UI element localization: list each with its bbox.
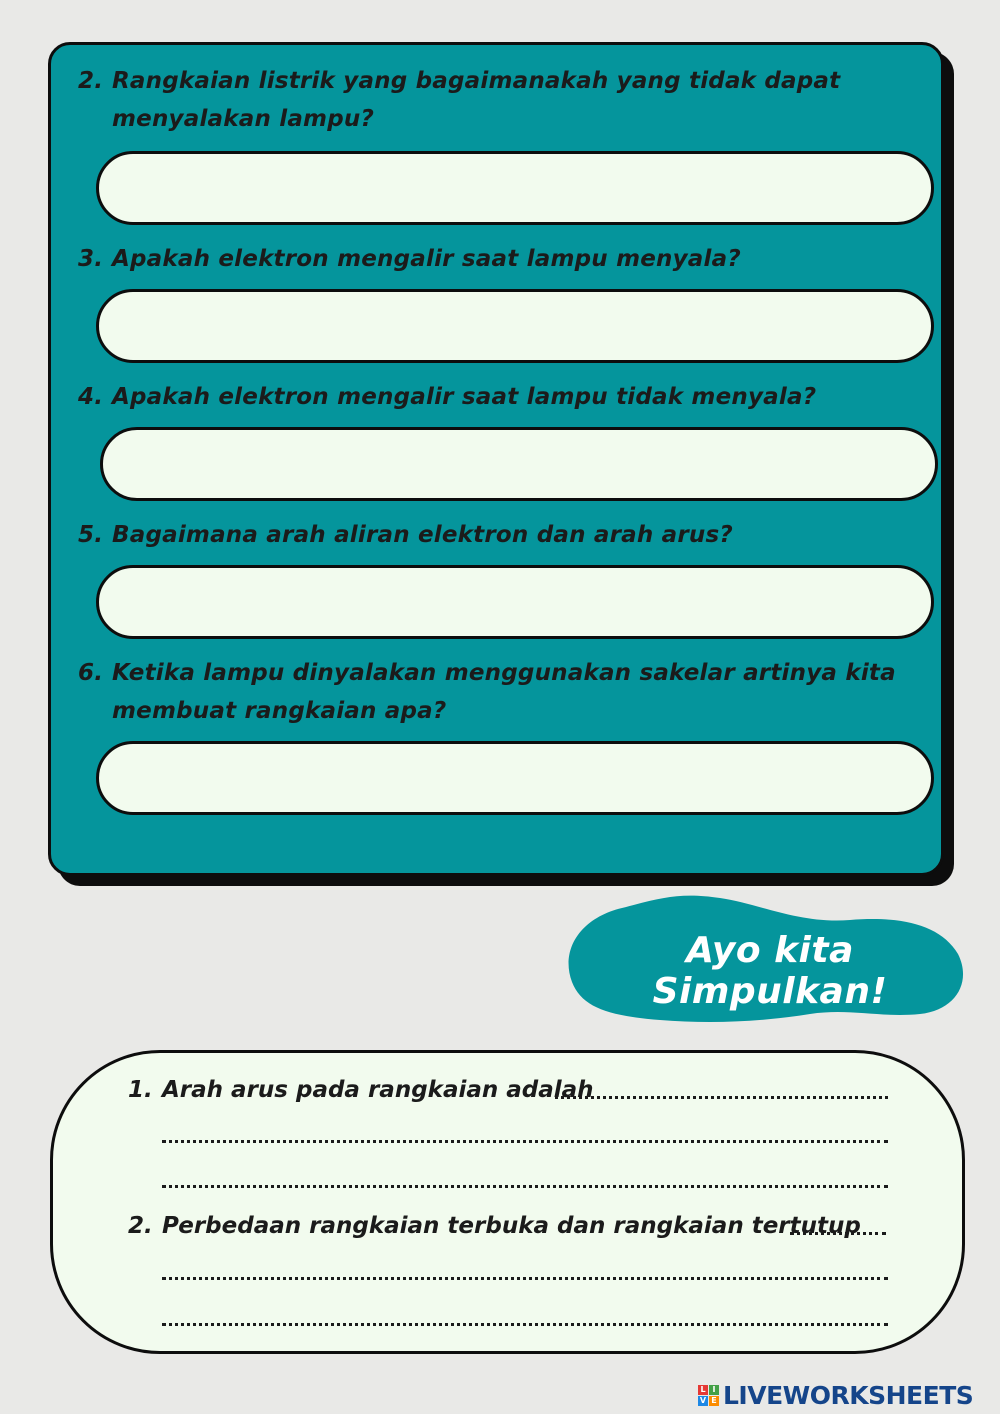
logo-mark-letter: V (699, 1395, 707, 1405)
question-number: 4. (78, 384, 104, 410)
answer-field-6[interactable] (96, 741, 934, 815)
answer-line-2c[interactable] (162, 1323, 888, 1326)
answer-line-2b[interactable] (162, 1277, 888, 1280)
conclusion-number: 1. (128, 1077, 153, 1103)
conclusion-text: Perbedaan rangkaian terbuka dan rangkaian tertutup (162, 1213, 861, 1239)
logo-mark-letter: L (698, 1385, 708, 1395)
answer-line-1c[interactable] (162, 1185, 888, 1188)
question-number: 5. (78, 522, 104, 548)
answer-field-2[interactable] (96, 151, 934, 225)
question-6 (78, 654, 918, 730)
conclusion-number: 2. (128, 1213, 153, 1239)
question-number: 6. (78, 660, 104, 686)
question-number: 3. (78, 246, 104, 272)
logo-mark-letter: I (709, 1385, 719, 1395)
conclusion-item-2 (128, 1209, 890, 1243)
conclusion-heading-blob (560, 890, 970, 1025)
conclusion-heading: Ayo kita Simpulkan! (652, 930, 888, 1012)
answer-line-2a[interactable] (790, 1232, 886, 1235)
answer-line-1b[interactable] (162, 1140, 888, 1143)
question-2 (78, 62, 918, 138)
question-text: Apakah elektron mengalir saat lampu menyala? (112, 246, 741, 272)
answer-line-1a[interactable] (555, 1096, 888, 1099)
question-text: Rangkaian listrik yang bagaimanakah yang tidak dapat menyalakan lampu? (112, 68, 841, 132)
logo-text: LIVEWORKSHEETS (723, 1380, 974, 1410)
question-text: Ketika lampu dinyalakan menggunakan sakelar artinya kita membuat rangkaian apa? (112, 660, 896, 724)
question-3 (78, 240, 918, 278)
question-5 (78, 516, 918, 554)
question-number: 2. (78, 68, 104, 94)
logo-mark-letter: E (709, 1396, 719, 1406)
liveworksheets-logo (698, 1381, 973, 1409)
conclusion-item-1 (128, 1073, 890, 1107)
conclusion-text: Arah arus pada rangkaian adalah (162, 1077, 594, 1103)
answer-field-5[interactable] (96, 565, 934, 639)
question-4 (78, 378, 918, 416)
question-text: Bagaimana arah aliran elektron dan arah arus? (112, 522, 733, 548)
question-text: Apakah elektron mengalir saat lampu tidak menyala? (112, 384, 817, 410)
answer-field-3[interactable] (96, 289, 934, 363)
answer-field-4[interactable] (100, 427, 938, 501)
logo-mark-icon (698, 1385, 719, 1406)
